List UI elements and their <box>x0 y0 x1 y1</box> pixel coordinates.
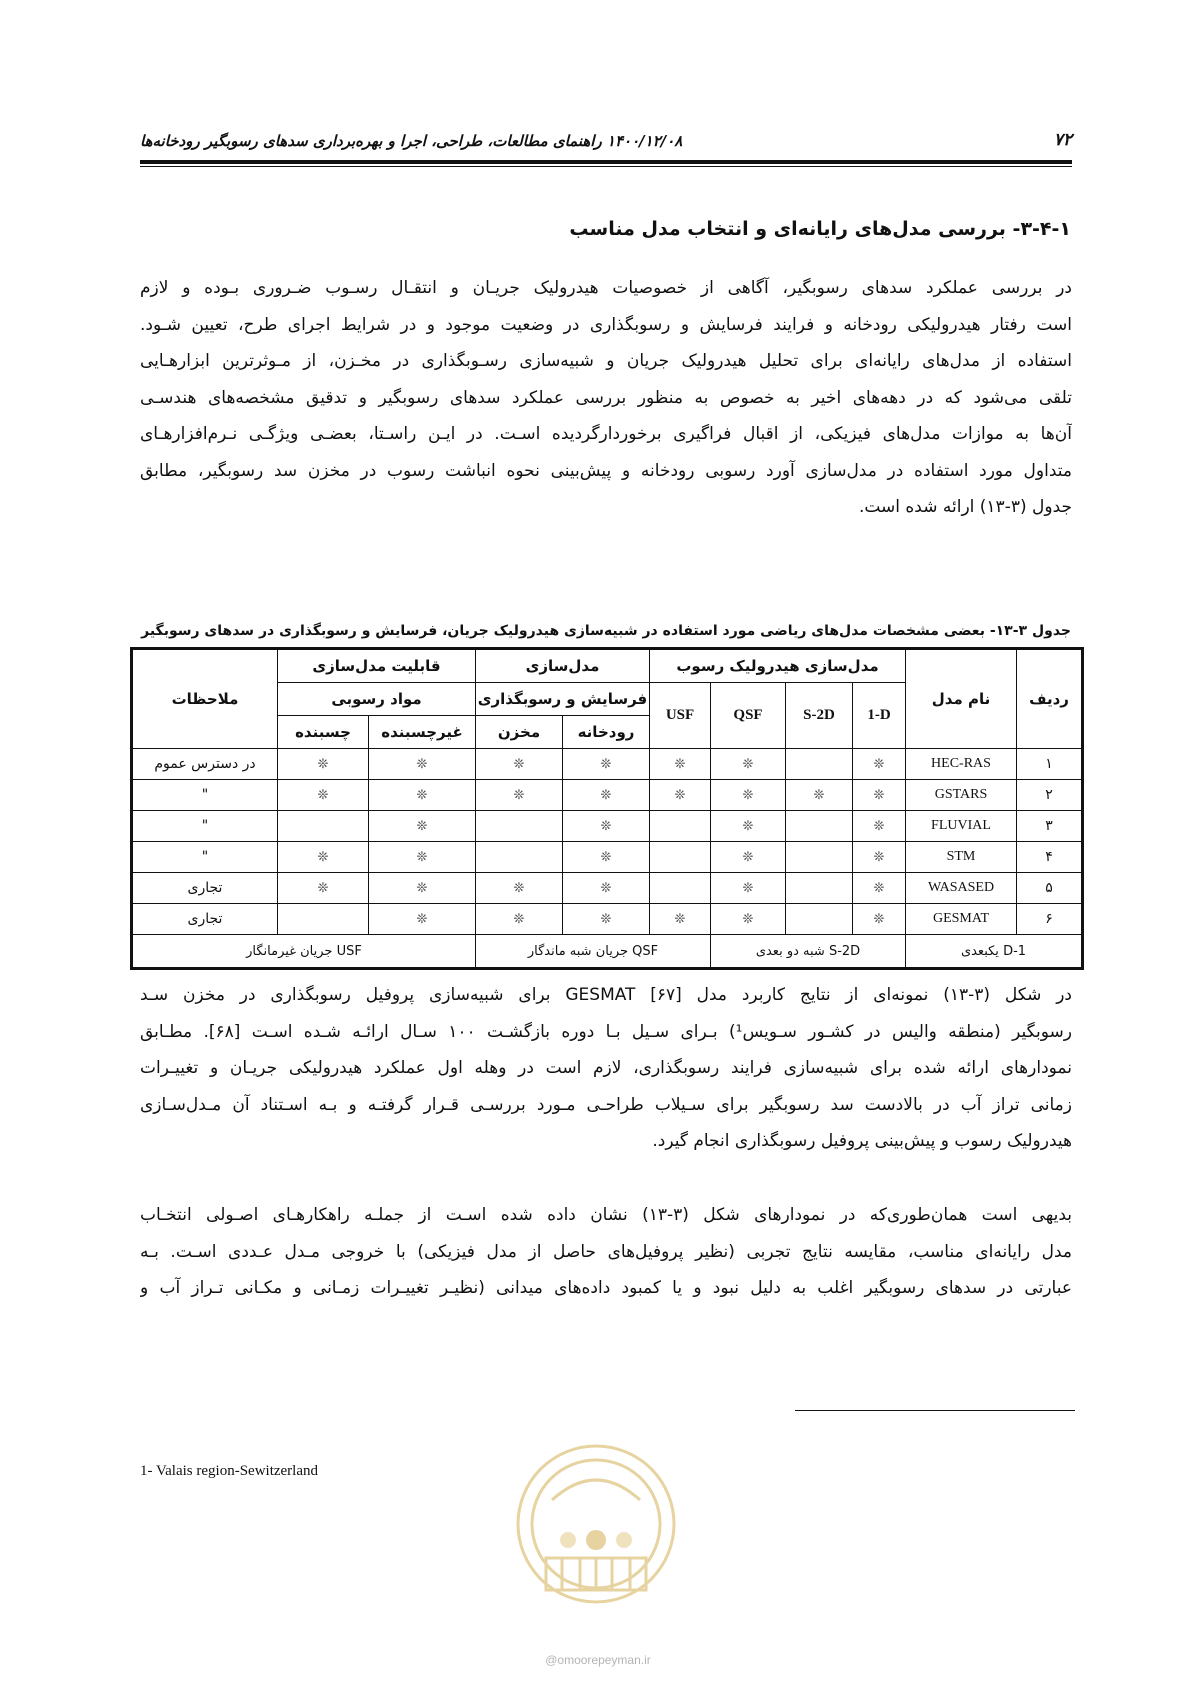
cell-d1-mark: ❊ <box>853 904 906 935</box>
text-line: رسوبگیر (منطقه والیس در کشـور سـویس¹) بـرای سـیل بـا دوره بازگشـت ۱۰۰ سـال ارائـه شـده اسـت [۶۸]. مطـابق <box>140 1021 1072 1042</box>
cell-usf-mark <box>650 842 711 873</box>
cell-row-index: ۶ <box>1017 904 1083 935</box>
cell-noncoh-mark: ❊ <box>369 842 476 873</box>
header-title: ۱۴۰۰/۱۲/۰۸ راهنمای مطالعات، طراحی، اجرا و بهره‌برداری سدهای رسوبگیر رودخانه‌ها <box>140 132 683 150</box>
cell-qsf-mark: ❊ <box>711 780 786 811</box>
header-1d: 1-D <box>853 683 906 749</box>
text-line: آن‌ها به موازات مدل‌های فیزیکی، از اقبال فراگیری برخوردارگردیده اسـت. در ایـن راسـتا، بعضـی ویژگـی نـرم‌افزارهـای <box>140 424 1072 444</box>
table-body <box>132 749 1083 935</box>
cell-model-name: FLUVIAL <box>906 811 1017 842</box>
header-noncohesive: غیرچسبنده <box>369 716 476 749</box>
text-line: در بررسی عملکرد سدهای رسوبگیر، آگاهی از خصوصیات هیدرولیک جریـان و انتقـال رسـوب ضـروری بـوده و لازم <box>140 278 1072 298</box>
cell-reservoir-mark: ❊ <box>476 873 563 904</box>
header-usf: USF <box>650 683 711 749</box>
table-row <box>132 842 1083 873</box>
cell-qsf-mark: ❊ <box>711 749 786 780</box>
cell-d1-mark: ❊ <box>853 873 906 904</box>
header-reservoir: مخزن <box>476 716 563 749</box>
header-erosion-group-1: مدل‌سازی <box>476 649 650 683</box>
cell-row-index: ۵ <box>1017 873 1083 904</box>
cell-usf-mark: ❊ <box>650 904 711 935</box>
cell-noncoh-mark: ❊ <box>369 780 476 811</box>
cell-d1-mark: ❊ <box>853 811 906 842</box>
text-line: نمودارهای ارائه شده برای شبیه‌سازی فرایند رسوبگذاری، لازم است در وهله اول عملکرد هیدرولیکی جریـان و تغییـرات <box>140 1058 1072 1078</box>
cell-qsf-mark: ❊ <box>711 904 786 935</box>
cell-notes: " <box>132 811 278 842</box>
text-line: بدیهی است همان‌طوری‌که در نمودارهای شکل (۳-۱۳) نشان داده شده اسـت از جملـه راهکارهـای اصـولی انتخـاب <box>140 1205 1072 1225</box>
header-qsf: QSF <box>711 683 786 749</box>
section-title: ۳-۴-۱- بررسی مدل‌های رایانه‌ای و انتخاب مدل مناسب <box>569 218 1071 240</box>
cell-noncoh-mark: ❊ <box>369 873 476 904</box>
text-line: تلقی می‌شود که در دهه‌های اخیر به خصوص به منظور بررسی عملکرد سدهای رسوبگیر و تدقیق مشخصه‌های هندسـی <box>140 387 1072 408</box>
header-model-name: نام مدل <box>906 649 1017 749</box>
header-notes: ملاحظات <box>132 649 278 749</box>
header-capability-group-1: قابلیت مدل‌سازی <box>278 649 476 683</box>
table-legend-row <box>132 935 1083 969</box>
cell-model-name: HEC-RAS <box>906 749 1017 780</box>
cell-qsf-mark: ❊ <box>711 873 786 904</box>
watermark-site: @omoorepeyman.ir <box>545 1653 651 1667</box>
text-line: مدل رایانه‌ای مناسب، مقایسه نتایج تجربی (نظیر پروفیل‌های حاصل از مدل فیزیکی) با خروجی مـدل عـددی اسـت. بـه <box>140 1241 1072 1262</box>
header-hydraulic-group: مدل‌سازی هیدرولیک رسوب <box>650 649 906 683</box>
cell-row-index: ۱ <box>1017 749 1083 780</box>
cell-river-mark: ❊ <box>563 811 650 842</box>
cell-s2d-mark <box>786 904 853 935</box>
cell-river-mark: ❊ <box>563 842 650 873</box>
text-line: زمانی تراز آب در بالادست سد رسوبگیر برای سـیلاب طراحـی مـورد بررسـی قـرار گرفتـه و بـه اسـتناد آن مـدل‌سـازی <box>140 1094 1072 1115</box>
cell-coh-mark <box>278 904 369 935</box>
cell-model-name: GSTARS <box>906 780 1017 811</box>
cell-qsf-mark: ❊ <box>711 811 786 842</box>
header-erosion-group-2: فرسایش و رسوبگذاری <box>476 683 650 716</box>
cell-notes: تجاری <box>132 873 278 904</box>
cell-reservoir-mark <box>476 811 563 842</box>
cell-coh-mark: ❊ <box>278 780 369 811</box>
cell-usf-mark: ❊ <box>650 749 711 780</box>
cell-usf-mark <box>650 811 711 842</box>
table-row <box>132 904 1083 935</box>
cell-coh-mark: ❊ <box>278 873 369 904</box>
cell-usf-mark <box>650 873 711 904</box>
text-line: متداول مورد استفاده در مدل‌سازی آورد رسوبی رودخانه و پیش‌بینی نحوه انباشت رسوب در مخزن سد رسوبگیر، مطابق <box>140 460 1072 481</box>
cell-s2d-mark <box>786 842 853 873</box>
cell-coh-mark: ❊ <box>278 749 369 780</box>
table-row <box>132 780 1083 811</box>
paragraph-2 <box>140 977 1072 1160</box>
text-line: هیدرولیک رسوب و پیش‌بینی پروفیل رسوبگذاری انجام گیرد. <box>652 1131 1072 1151</box>
table-row <box>132 873 1083 904</box>
cell-d1-mark: ❊ <box>853 842 906 873</box>
cell-notes: " <box>132 842 278 873</box>
paragraph-1 <box>140 270 1072 526</box>
text-line: استفاده از مدل‌های رایانه‌ای برای تحلیل هیدرولیک جریان و شبیه‌سازی رسـوبگذاری در مخـزن، از مـوثرترین ابزارهـایی <box>140 351 1072 371</box>
header-row-index: ردیف <box>1017 649 1083 749</box>
cell-row-index: ۴ <box>1017 842 1083 873</box>
cell-s2d-mark <box>786 811 853 842</box>
table-row <box>132 749 1083 780</box>
cell-qsf-mark: ❊ <box>711 842 786 873</box>
cell-s2d-mark: ❊ <box>786 780 853 811</box>
header-rule <box>140 160 1072 164</box>
cell-noncoh-mark: ❊ <box>369 811 476 842</box>
header-cohesive: چسبنده <box>278 716 369 749</box>
cell-river-mark: ❊ <box>563 904 650 935</box>
text-line: در شکل (۳-۱۳) نمونه‌ای از نتایج کاربرد مدل GESMAT [۶۷] برای شبیه‌سازی پروفیل رسوبگذاری در مخزن سـد <box>140 985 1072 1005</box>
cell-s2d-mark <box>786 873 853 904</box>
cell-notes: " <box>132 780 278 811</box>
header-capability-group-2: مواد رسوبی <box>278 683 476 716</box>
cell-reservoir-mark: ❊ <box>476 780 563 811</box>
header-s2d: S-2D <box>786 683 853 749</box>
cell-river-mark: ❊ <box>563 873 650 904</box>
cell-s2d-mark <box>786 749 853 780</box>
cell-d1-mark: ❊ <box>853 749 906 780</box>
cell-noncoh-mark: ❊ <box>369 904 476 935</box>
models-table <box>130 647 1084 970</box>
cell-row-index: ۳ <box>1017 811 1083 842</box>
cell-coh-mark: ❊ <box>278 842 369 873</box>
cell-coh-mark <box>278 811 369 842</box>
table-caption: جدول ۳-۱۳- بعضی مشخصات مدل‌های ریاضی مورد استفاده در شبیه‌سازی هیدرولیک جریان، فرسایش و رسوبگذاری در سدهای رسوبگیر <box>141 623 1071 639</box>
page-number: ۷۲ <box>1053 130 1072 150</box>
cell-model-name: STM <box>906 842 1017 873</box>
table-row <box>132 811 1083 842</box>
paragraph-3 <box>140 1197 1072 1307</box>
cell-model-name: WASASED <box>906 873 1017 904</box>
text-line: است رفتار هیدرولیکی رودخانه و فرایند فرسایش و رسوبگذاری در وضعیت موجود و در شرایط اجرای طرح، تعیین شـود. <box>140 314 1072 335</box>
legend-s2d: S-2D شبه دو بعدی <box>711 935 906 969</box>
legend-1d: 1-D یکبعدی <box>906 935 1083 969</box>
cell-notes: تجاری <box>132 904 278 935</box>
cell-model-name: GESMAT <box>906 904 1017 935</box>
text-line: عبارتی در سدهای رسوبگیر اغلب به دلیل نبود و یا کمبود داده‌های میدانی (نظیـر تغییـرات زمـانی و مکـانی تـراز آب و <box>140 1278 1072 1298</box>
header-river: رودخانه <box>563 716 650 749</box>
legend-qsf: QSF جریان شبه ماندگار <box>476 935 711 969</box>
cell-reservoir-mark: ❊ <box>476 749 563 780</box>
cell-reservoir-mark: ❊ <box>476 904 563 935</box>
footnote-rule <box>795 1410 1075 1411</box>
cell-river-mark: ❊ <box>563 749 650 780</box>
cell-notes: در دسترس عموم <box>132 749 278 780</box>
cell-reservoir-mark <box>476 842 563 873</box>
cell-row-index: ۲ <box>1017 780 1083 811</box>
table-header-row <box>132 649 1083 683</box>
cell-river-mark: ❊ <box>563 780 650 811</box>
cell-noncoh-mark: ❊ <box>369 749 476 780</box>
cell-usf-mark: ❊ <box>650 780 711 811</box>
legend-usf: USF جریان غیرمانگار <box>132 935 476 969</box>
footnote: 1- Valais region-Sewitzerland <box>140 1463 319 1479</box>
cell-d1-mark: ❊ <box>853 780 906 811</box>
watermark-seal-icon <box>512 1440 680 1630</box>
header-rule-thin <box>140 166 1072 167</box>
text-line: جدول (۳-۱۳) ارائه شده است. <box>858 497 1072 517</box>
